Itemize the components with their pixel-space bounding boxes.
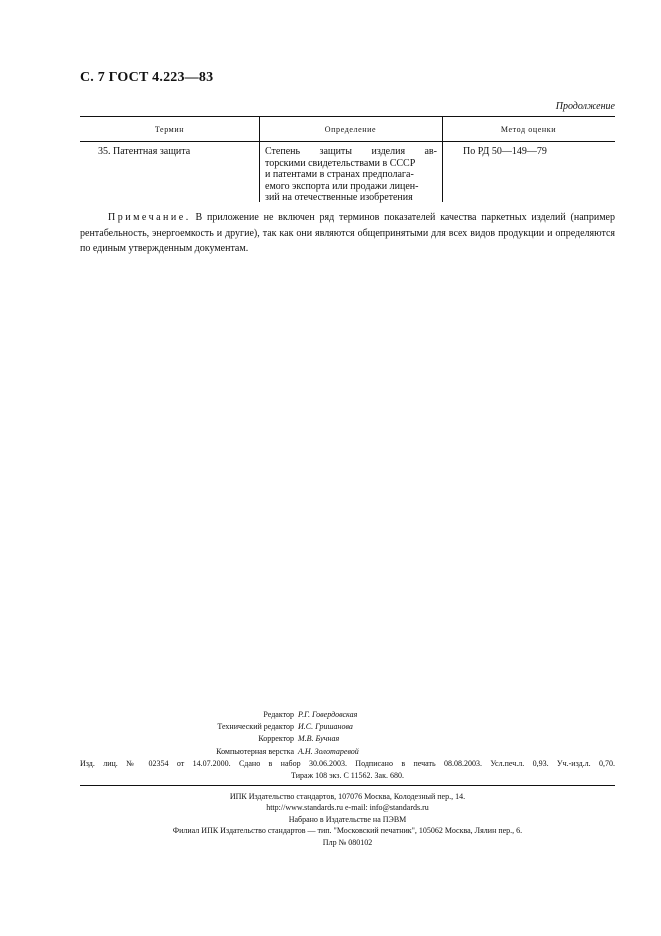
credit-role: Технический редактор <box>217 722 294 732</box>
credit-role: Компьютерная верстка <box>216 746 294 756</box>
publication-info-line: Изд. лиц. № 02354 от 14.07.2000. Сдано в набор 30.06.2003. Подписано в печать 08.08.2003. Усл.печ.л. 0,93. Уч.-изд.л. 0,70. <box>80 759 615 768</box>
editorial-credits <box>0 709 661 758</box>
column-header-term: Термин <box>154 125 185 134</box>
credit-name: Р.Г. Говердовская <box>298 710 358 719</box>
imprint-line: Плр № 080102 <box>322 837 373 847</box>
terms-table <box>80 116 615 202</box>
term-cell: 35. Патентная защита <box>98 146 191 157</box>
credit-name: И.С. Гришанова <box>298 722 353 732</box>
definition-line: и патентами в странах предполага- <box>265 169 414 180</box>
definition-line: Степень защиты изделия ав- <box>265 146 437 157</box>
note-paragraph <box>80 210 615 257</box>
credit-line <box>0 709 661 721</box>
continuation-label: Продолжение <box>555 101 615 112</box>
publication-info-line: Тираж 108 экз. С 11562. Зак. 680. <box>291 771 404 780</box>
table-row <box>80 142 615 202</box>
definition-line: емого экспорта или продажи лицен- <box>265 180 419 192</box>
credit-line <box>0 746 661 758</box>
definition-cell <box>265 146 437 204</box>
table-header-row <box>80 117 615 142</box>
credit-role: Редактор <box>263 710 294 719</box>
method-cell: По РД 50—149—79 <box>463 146 547 157</box>
credit-role: Корректор <box>258 734 294 744</box>
column-header-definition: Определение <box>324 125 377 134</box>
imprint-line: Филиал ИПК Издательство стандартов — тип. "Московский печатник", 105062 Москва, Лялин пер., 6. <box>172 826 523 836</box>
imprint-line: http://www.standards.ru e-mail: info@standards.ru <box>266 803 429 813</box>
publisher-imprint <box>80 791 615 848</box>
definition-line: торскими свидетельствами в СССР <box>265 157 416 169</box>
credit-line <box>0 721 661 733</box>
credit-name: А.Н. Золотаревой <box>298 746 359 756</box>
column-header-method: Метод оценки <box>500 125 557 134</box>
imprint-line: Набрано в Издательстве на ПЭВМ <box>288 814 407 824</box>
page-header-title: С. 7 ГОСТ 4.223—83 <box>80 70 214 85</box>
publication-info <box>80 758 615 782</box>
imprint-line: ИПК Издательство стандартов, 107076 Москва, Колодезный пер., 14. <box>229 792 466 801</box>
credit-name: М.В. Бучная <box>298 734 340 744</box>
credit-line <box>0 733 661 745</box>
horizontal-rule <box>80 785 615 786</box>
definition-line: зий на отечественные изобретения <box>265 192 413 203</box>
note-text: В приложение не включен ряд терминов показателей качества паркетных изделий (например рентабельность, энергоемкость и другие), так как они являются общепринятыми для всех видов продукции и определяются по единым утвержденным документам. <box>80 212 615 254</box>
note-label: Примечание. <box>108 212 191 223</box>
